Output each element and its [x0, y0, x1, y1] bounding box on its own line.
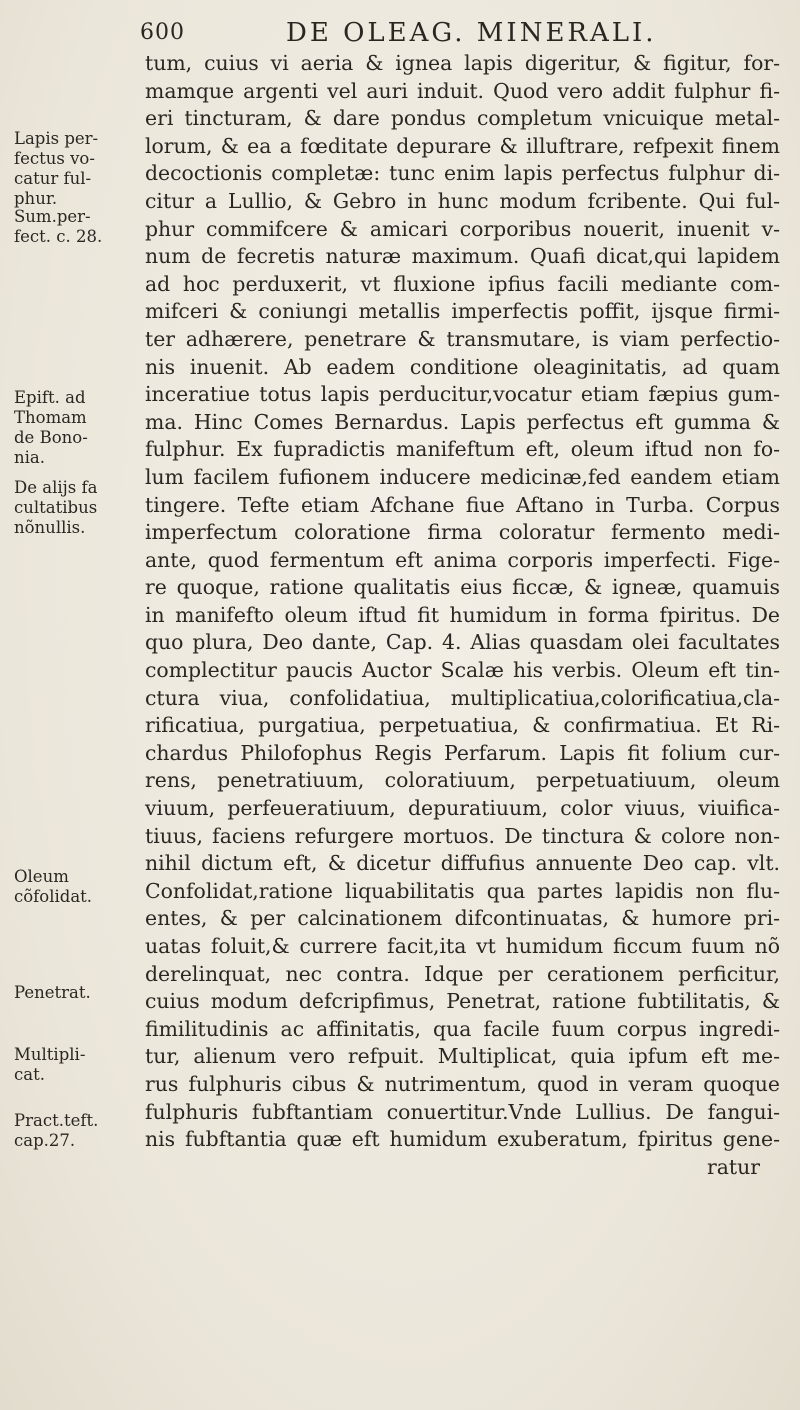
text-line: derelinquat, nec contra. Idque per cerationem perficitur,	[145, 961, 780, 986]
text-line: rificatiua, purgatiua, perpetuatiua, & confirmatiua. Et Ri-	[145, 713, 780, 738]
margin-note-line: nõnullis.	[14, 518, 86, 537]
margin-note-line: Pract.teft.	[14, 1111, 99, 1130]
text-line: nihil dictum eft, & dicetur diffufius annuente Deo cap. vlt.	[145, 851, 780, 876]
text-line: nis fubftantia quæ eft humidum exuberatum, fpiritus gene-	[145, 1127, 780, 1152]
text-line: complectitur paucis Auctor Scalæ his verbis. Oleum eft tin-	[145, 658, 780, 683]
text-line: lum facilem fufionem inducere medicinæ,fed eandem etiam	[145, 464, 780, 489]
margin-note-line: Sum.per-	[14, 207, 91, 226]
margin-note-line: cultatibus	[14, 498, 98, 517]
margin-note-de-alijs	[14, 478, 138, 538]
text-line: decoctionis completæ: tunc enim lapis perfectus fulphur di-	[145, 161, 780, 186]
text-line: tum, cuius vi aeria & ignea lapis digeritur, & figitur, for-	[145, 51, 780, 75]
text-line: phur commifcere & amicari corporibus nouerit, inuenit v-	[145, 216, 780, 241]
text-line: ad hoc perduxerit, vt fluxione ipfius facili mediante com-	[145, 271, 780, 296]
text-line: rens, penetratiuum, coloratiuum, perpetuatiuum, oleum	[145, 768, 780, 793]
text-line: tur, alienum vero refpuit. Multiplicat, quia ipfum eft me-	[145, 1044, 780, 1069]
margin-note-penetrat	[14, 983, 138, 1003]
margin-note-line: cap.27.	[14, 1131, 76, 1150]
margin-note-summa	[14, 207, 138, 247]
page-number: 600	[140, 20, 185, 45]
text-line: re quoque, ratione qualitatis eius ficcæ, & igneæ, quamuis	[145, 575, 780, 600]
text-line: eri tincturam, & dare pondus completum vnicuique metal-	[145, 106, 780, 131]
margin-note-oleum	[14, 867, 138, 907]
text-line: tingere. Tefte etiam Afchane fiue Aftano in Turba. Corpus	[145, 492, 780, 517]
text-line: ter adhærere, penetrare & transmutare, is viam perfectio-	[145, 326, 780, 351]
margin-note-lapis	[14, 129, 138, 209]
text-line: mifceri & coniungi metallis imperfectis poffit, ijsque firmi-	[145, 299, 780, 324]
main-text-block	[145, 50, 780, 1181]
text-line: uatas foluit,& currere facit,ita vt humidum ficcum fuum nõ	[145, 934, 780, 958]
text-line: citur a Lullio, & Gebro in hunc modum fcribente. Qui ful-	[145, 188, 780, 213]
text-line: num de fecretis naturæ maximum. Quafi dicat,qui lapidem	[145, 244, 780, 269]
margin-note-line: phur.	[14, 189, 58, 208]
margin-note-line: Lapis per-	[14, 129, 99, 148]
text-line: ma. Hinc Comes Bernardus. Lapis perfectus eft gumma &	[145, 409, 780, 434]
text-line: fulphur. Ex fupradictis manifeftum eft, oleum iftud non fo-	[145, 437, 780, 462]
margin-note-line: Penetrat.	[14, 983, 91, 1002]
text-line: ctura viua, confolidatiua, multiplicatiua,colorificatiua,cla-	[145, 685, 780, 710]
margin-note-line: de Bono-	[14, 428, 88, 447]
text-line: in manifefto oleum iftud fit humidum in forma fpiritus. De	[145, 602, 780, 627]
text-line: imperfectum coloratione firma coloratur fermento medi-	[145, 520, 780, 545]
margin-note-line: nia.	[14, 448, 45, 467]
text-line: fimilitudinis ac affinitatis, qua facile fuum corpus ingredi-	[145, 1016, 780, 1041]
text-line: cuius modum defcripfimus, Penetrat, ratione fubtilitatis, &	[145, 989, 780, 1014]
margin-note-line: De alijs fa	[14, 478, 98, 497]
margin-note-line: Multipli-	[14, 1045, 86, 1064]
margin-note-epistola	[14, 388, 138, 468]
text-line: fulphuris fubftantiam conuertitur.Vnde Lullius. De fangui-	[145, 1099, 780, 1124]
margin-note-line: Oleum	[14, 867, 69, 886]
margin-note-line: catur ful-	[14, 169, 92, 188]
text-line: lorum, & ea a fœditate depurare & illuftrare, refpexit finem	[145, 133, 780, 158]
text-line: tiuus, faciens refurgere mortuos. De tinctura & colore non-	[145, 823, 780, 848]
margin-note-line: cat.	[14, 1065, 45, 1084]
margin-note-practica	[14, 1111, 138, 1151]
text-line: mamque argenti vel auri induit. Quod vero addit fulphur fi-	[145, 78, 780, 103]
text-line: inceratiue totus lapis perducitur,vocatur etiam fæpius gum-	[145, 382, 780, 407]
text-line: ante, quod fermentum eft anima corporis imperfecti. Fige-	[145, 547, 780, 572]
text-line: rus fulphuris cibus & nutrimentum, quod in veram quoque	[145, 1071, 780, 1096]
text-line: ratur	[707, 1154, 760, 1179]
text-line: chardus Philofophus Regis Perfarum. Lapis fit folium cur-	[145, 740, 780, 765]
margin-note-multiplicat	[14, 1045, 138, 1085]
running-title: DE OLEAG. MINERALI.	[286, 18, 657, 48]
text-line: Confolidat,ratione liquabilitatis qua partes lapidis non flu-	[145, 878, 780, 903]
margin-note-line: fect. c. 28.	[14, 227, 103, 246]
margin-note-line: fectus vo-	[14, 149, 95, 168]
text-line: entes, & per calcinationem difcontinuatas, & humore pri-	[145, 906, 780, 931]
margin-note-line: Epift. ad	[14, 388, 86, 407]
margin-note-line: Thomam	[14, 408, 87, 427]
margin-note-line: cõfolidat.	[14, 887, 93, 906]
text-line: nis inuenit. Ab eadem conditione oleaginitatis, ad quam	[145, 354, 780, 379]
page-header	[140, 18, 780, 52]
text-line: quo plura, Deo dante, Cap. 4. Alias quasdam olei facultates	[145, 630, 780, 655]
text-line: viuum, perfeueratiuum, depuratiuum, color viuus, viuifica-	[145, 796, 780, 821]
